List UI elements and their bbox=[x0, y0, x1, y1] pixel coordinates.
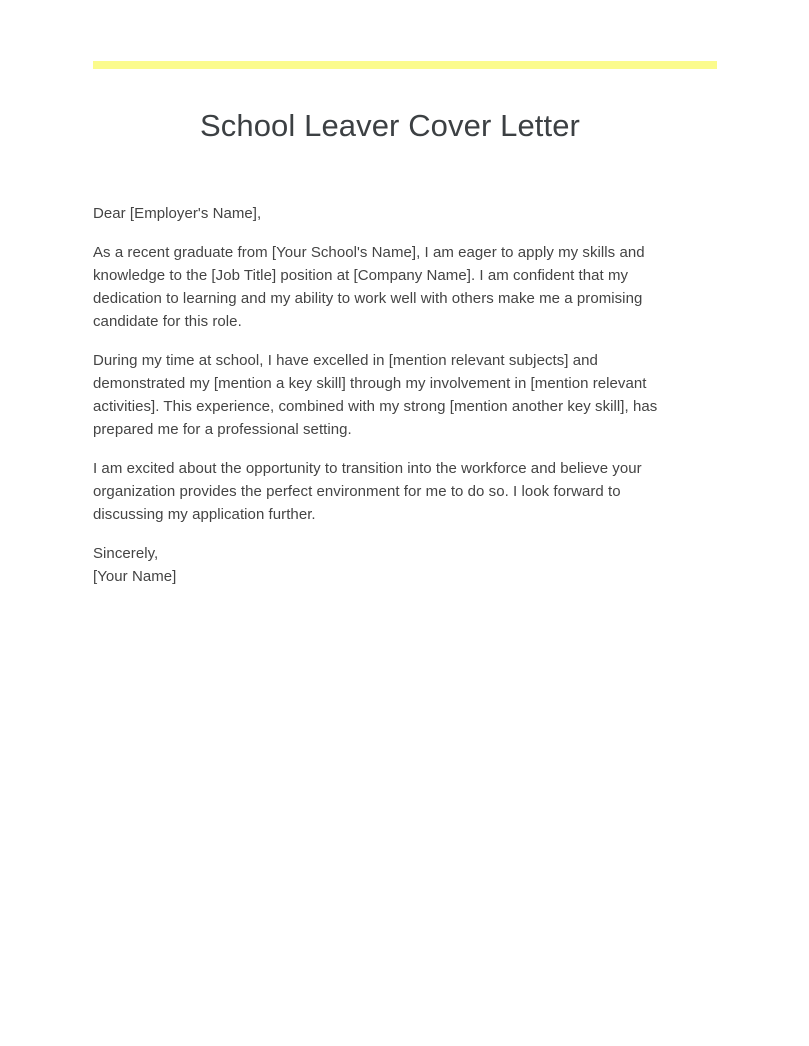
letter-signature-block bbox=[93, 542, 685, 588]
letter-paragraph-3: I am excited about the opportunity to transition into the workforce and believe your organization provides the perfect environment for me to do so. I look forward to discussing my application further. bbox=[93, 460, 642, 523]
letter-paragraph-2: During my time at school, I have excelled in [mention relevant subjects] and demonstrated my [mention a key skill] through my involvement in [mention relevant activities]. This experience, combined with my strong [mention another key skill], has prepared me for a professional setting. bbox=[93, 352, 658, 438]
letter-body bbox=[93, 202, 685, 588]
letter-paragraph-1: As a recent graduate from [Your School's Name], I am eager to apply my skills and knowledge to the [Job Title] position at [Company Name]. I am confident that my dedication to learning and my ability to work well with others make me a promising candidate for this role. bbox=[93, 244, 645, 330]
letter-closing: Sincerely, bbox=[93, 545, 159, 562]
letter-signature-name: [Your Name] bbox=[93, 568, 177, 585]
accent-rule-divider bbox=[93, 61, 717, 69]
letter-salutation: Dear [Employer's Name], bbox=[93, 205, 262, 222]
page-title: School Leaver Cover Letter bbox=[200, 108, 580, 143]
